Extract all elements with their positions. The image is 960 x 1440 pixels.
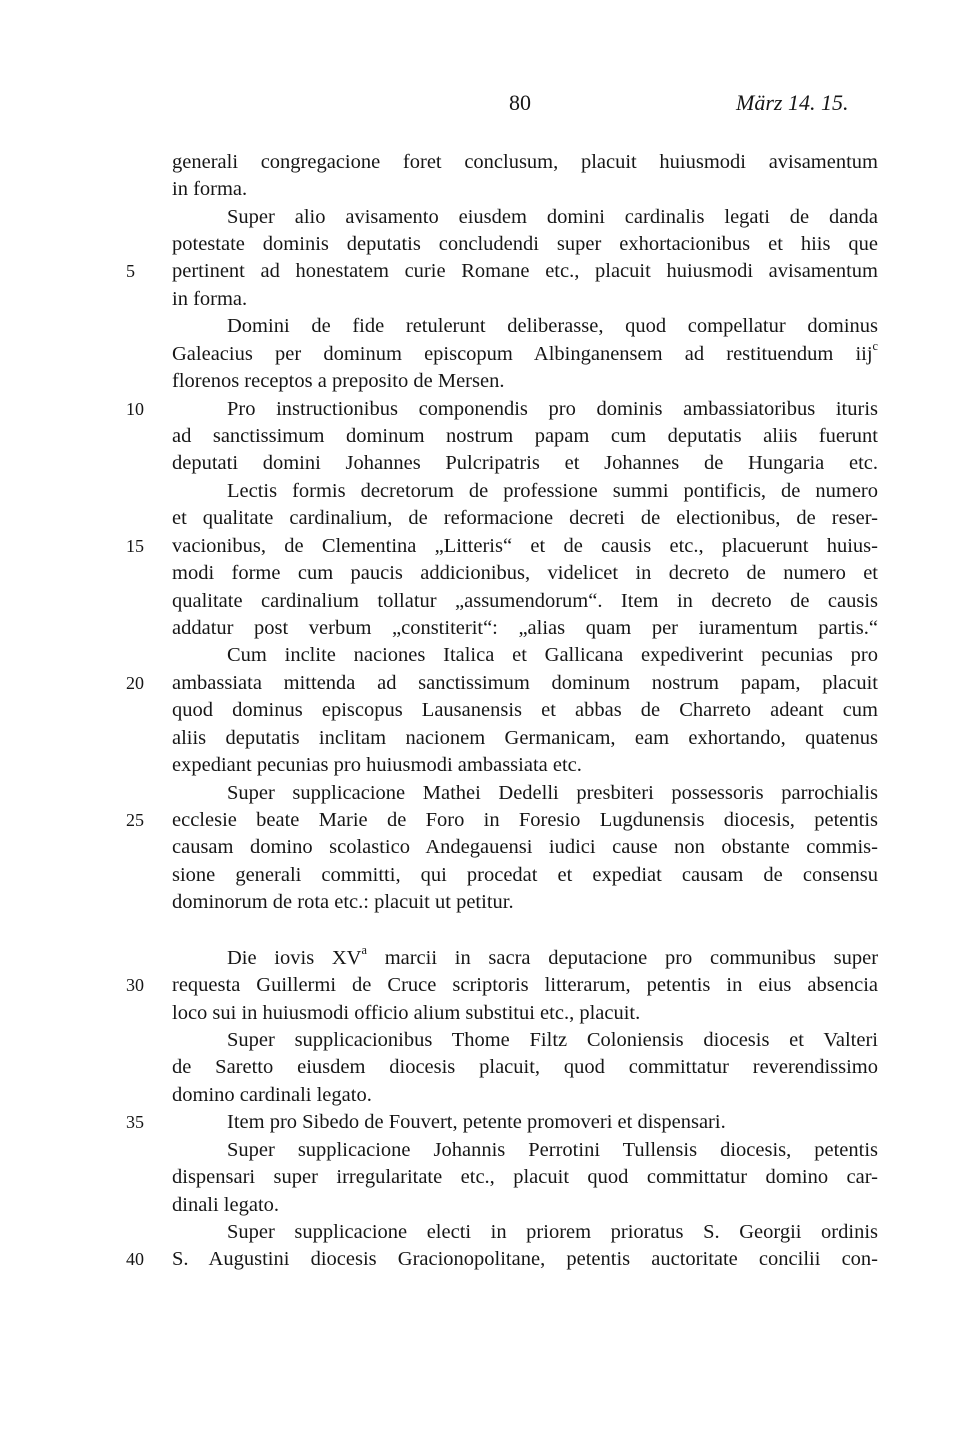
text-line: loco sui in huiusmodi officio alium substitui etc., placuit. [172, 1002, 641, 1024]
text-line: ambassiata mittenda ad sanctissimum dominum nostrum papam, placuit [172, 672, 878, 694]
text-line: Lectis formis decretorum de professione summi pontificis, de numero [227, 480, 878, 502]
text-line: in forma. [172, 178, 248, 200]
text-line: ecclesie beate Marie de Foro in Foresio Lugdunensis diocesis, petentis [172, 809, 878, 831]
text-line: addatur post verbum „constiterit“: „alias quam per iuramentum partis.“ [172, 617, 878, 639]
text-line: generali congregacione foret conclusum, placuit huiusmodi avisamentum [172, 151, 878, 173]
text-line: dominorum de rota etc.: placuit ut petitur. [172, 891, 514, 913]
line-number: 30 [126, 975, 144, 995]
text-line: qualitate cardinalium tollatur „assumendorum“. Item in decreto de causis [172, 590, 878, 612]
superscript: c [872, 339, 878, 354]
line-number: 20 [126, 673, 144, 693]
text-line: expediant pecunias pro huiusmodi ambassiata etc. [172, 754, 582, 776]
text-line: domino cardinali legato. [172, 1084, 372, 1106]
text-line: aliis deputatis inclitam nacionem Germanicam, eam exhortando, quatenus [172, 727, 878, 749]
text-line: Super supplicacione Johannis Perrotini Tullensis diocesis, petentis [227, 1139, 878, 1161]
text-line: modi forme cum paucis addicionibus, videlicet in decreto de numero et [172, 562, 878, 584]
line-number: 10 [126, 399, 144, 419]
superscript: a [361, 943, 367, 958]
text-line: Die iovis $XV^a$ marcii in sacra deputacione pro communibus super [227, 943, 878, 969]
line-number: 15 [126, 536, 144, 556]
text-line: quod dominus episcopus Lausanensis et abbas de Charreto adeant cum [172, 699, 878, 721]
text-line: florenos receptos a preposito de Mersen. [172, 370, 505, 392]
text-line: et qualitate cardinalium, de reformacione decreti de electionibus, de reser- [172, 507, 878, 529]
text-line: Item pro Sibedo de Fouvert, petente promoveri et dispensari. [227, 1111, 726, 1133]
text-line: potestate dominis deputatis concludendi super exhortacionibus et hiis que [172, 233, 878, 255]
text-line: causam domino scolastico Andegauensi iudici cause non obstante commis- [172, 836, 878, 858]
text-line: deputati domini Johannes Pulcripatris et Johannes de Hungaria etc. [172, 452, 878, 474]
text-line: Pro instructionibus componendis pro dominis ambassiatoribus ituris [227, 398, 878, 420]
text-line: Super supplicacione Mathei Dedelli presbiteri possessoris parrochialis [227, 782, 878, 804]
text-line: requesta Guillermi de Cruce scriptoris litterarum, petentis in eius absencia [172, 974, 878, 996]
text-line: de Saretto eiusdem diocesis placuit, quod committatur reverendissimo [172, 1056, 878, 1078]
text-line: Super alio avisamento eiusdem domini cardinalis legati de danda [227, 206, 878, 228]
text-line: Cum inclite naciones Italica et Gallicana expediverint pecunias pro [227, 644, 878, 666]
running-head-date: März 14. 15. [736, 90, 849, 115]
text-line: pertinent ad honestatem curie Romane etc., placuit huiusmodi avisamentum [172, 260, 878, 282]
text-line: Super supplicacionibus Thome Filtz Coloniensis diocesis et Valteri [227, 1029, 878, 1051]
line-number: 5 [126, 261, 135, 281]
text-line: S. Augustini diocesis Gracionopolitane, petentis auctoritate concilii con- [172, 1248, 878, 1270]
text-line: Galeacius per dominum episcopum Albinganensem ad restituendum iij$^c$ [172, 339, 878, 365]
text-line: Super supplicacione electi in priorem prioratus S. Georgii ordinis [227, 1221, 878, 1243]
text-line: vacionibus, de Clementina „Litteris“ et de causis etc., placuerunt huius- [172, 535, 878, 557]
page-number: 80 [509, 90, 531, 115]
text-line: in forma. [172, 288, 248, 310]
line-number: 25 [126, 810, 144, 830]
line-number: 35 [126, 1112, 144, 1132]
text-line: dinali legato. [172, 1194, 280, 1216]
text-line: ad sanctissimum dominum nostrum papam cum deputatis aliis fuerunt [172, 425, 878, 447]
text-line: sione generali committi, qui procedat et expediat causam de consensu [172, 864, 878, 886]
text-line: dispensari super irregularitate etc., placuit quod committatur domino car- [172, 1166, 878, 1188]
text-line: Domini de fide retulerunt deliberasse, quod compellatur dominus [227, 315, 878, 337]
line-number: 40 [126, 1249, 144, 1269]
